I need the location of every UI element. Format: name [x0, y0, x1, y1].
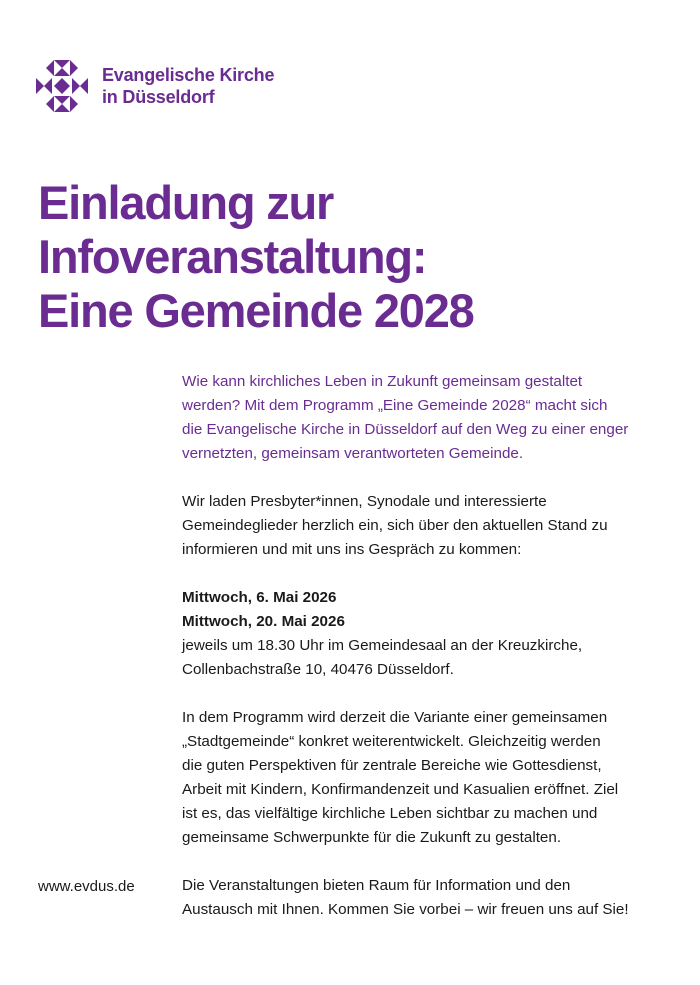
invitation-paragraph: [182, 490, 672, 562]
program-line: „Stadtgemeinde“ konkret weiterentwickelt. Gleichzeitig werden: [182, 733, 601, 750]
title-line-2: Infoveranstaltung:: [38, 230, 427, 283]
logo: [36, 60, 274, 112]
title-line-1: Einladung zur: [38, 176, 334, 229]
event-date-1: Mittwoch, 6. Mai 2026: [182, 589, 337, 606]
event-dates: [182, 586, 672, 682]
title-line-3: Eine Gemeinde 2028: [38, 284, 474, 337]
cross-logo-icon: [36, 60, 88, 112]
body-content: [182, 370, 672, 946]
intro-line: werden? Mit dem Programm „Eine Gemeinde 2028“ macht sich: [182, 397, 608, 414]
intro-line: Wie kann kirchliches Leben in Zukunft gemeinsam gestaltet: [182, 373, 583, 390]
invitation-line: informieren und mit uns ins Gespräch zu kommen:: [182, 541, 522, 558]
intro-paragraph: [182, 370, 672, 466]
logo-wordmark: [102, 64, 274, 108]
logo-line-1: Evangelische Kirche: [102, 65, 275, 85]
page-title: [38, 176, 474, 338]
program-line: ist es, das vielfältige kirchliche Leben sichtbar zu machen und: [182, 805, 598, 822]
program-line: die guten Perspektiven für zentrale Bereiche wie Gottesdienst,: [182, 757, 602, 774]
event-address: Collenbachstraße 10, 40476 Düsseldorf.: [182, 661, 454, 678]
logo-line-2: in Düsseldorf: [102, 87, 215, 107]
program-line: Arbeit mit Kindern, Konfirmandenzeit und Kasualien eröffnet. Ziel: [182, 781, 619, 798]
intro-line: vernetzten, gemeinsam verantworteten Gemeinde.: [182, 445, 524, 462]
program-paragraph: [182, 706, 672, 850]
closing-line: Die Veranstaltungen bieten Raum für Information und den: [182, 877, 571, 894]
website-link[interactable]: www.evdus.de: [38, 878, 135, 895]
event-date-2: Mittwoch, 20. Mai 2026: [182, 613, 345, 630]
intro-line: die Evangelische Kirche in Düsseldorf auf den Weg zu einer enger: [182, 421, 629, 438]
event-time-location: jeweils um 18.30 Uhr im Gemeindesaal an der Kreuzkirche,: [182, 637, 583, 654]
closing-paragraph: [182, 874, 672, 922]
program-line: In dem Programm wird derzeit die Variante einer gemeinsamen: [182, 709, 608, 726]
program-line: gemeinsame Schwerpunkte für die Zukunft zu gestalten.: [182, 829, 562, 846]
invitation-line: Wir laden Presbyter*innen, Synodale und interessierte: [182, 493, 547, 510]
invitation-line: Gemeindeglieder herzlich ein, sich über den aktuellen Stand zu: [182, 517, 608, 534]
closing-line: Austausch mit Ihnen. Kommen Sie vorbei – wir freuen uns auf Sie!: [182, 901, 629, 918]
